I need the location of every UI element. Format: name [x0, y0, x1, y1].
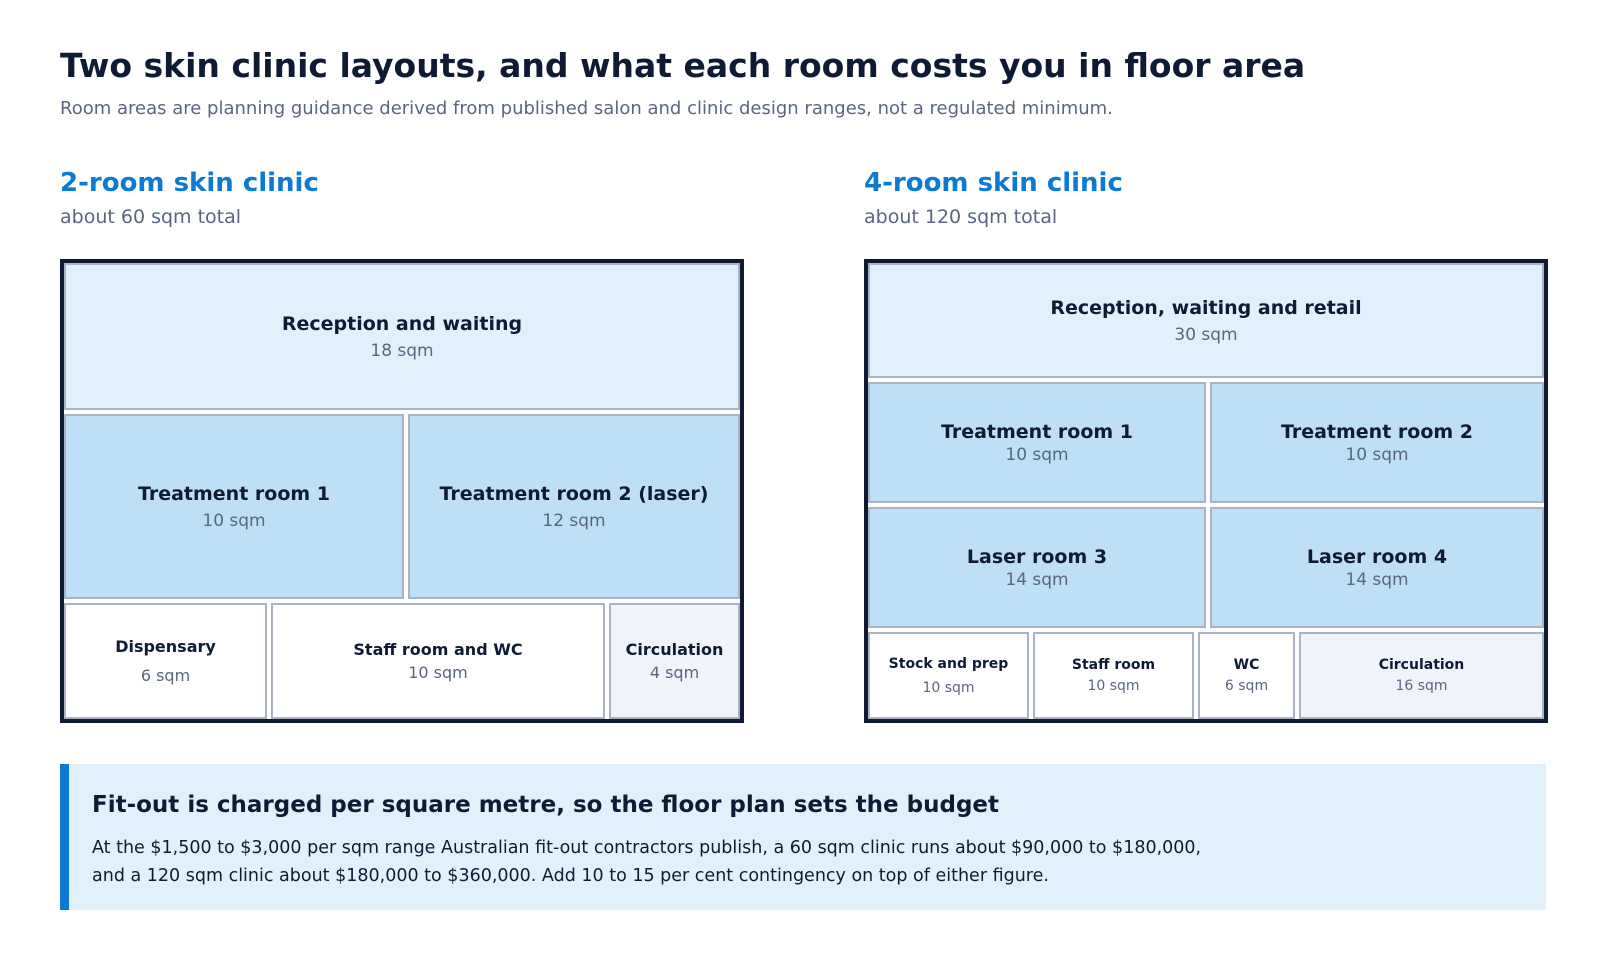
- room-laser-4: [1210, 507, 1544, 628]
- room-name: Staff room: [1071, 657, 1156, 673]
- room-area: 14 sqm: [1005, 569, 1069, 590]
- room-laser-3: [868, 507, 1206, 628]
- room-name: Treatment room 2: [1280, 420, 1474, 443]
- room-treatment-1: [868, 382, 1206, 503]
- room-name: Treatment room 1: [137, 482, 331, 505]
- room-area: 18 sqm: [370, 340, 434, 361]
- room-name: Staff room and WC: [353, 640, 523, 659]
- room-area: 30 sqm: [1174, 324, 1238, 345]
- room-staff-wc: [271, 603, 605, 719]
- room-name: Laser room 3: [966, 545, 1108, 568]
- room-area: 6 sqm: [1224, 678, 1269, 694]
- room-area: 6 sqm: [140, 666, 191, 685]
- room-area: 10 sqm: [408, 663, 468, 682]
- plan-two-total: about 60 sqm total: [60, 206, 242, 228]
- room-name: Treatment room 1: [940, 420, 1134, 443]
- room-staff: [1033, 632, 1194, 719]
- room-area: 10 sqm: [202, 510, 266, 531]
- room-area: 10 sqm: [1087, 678, 1140, 694]
- room-treatment-2-laser: [408, 414, 740, 599]
- plan-four-total: about 120 sqm total: [864, 206, 1058, 228]
- room-name: Stock and prep: [888, 655, 1009, 672]
- plan-two-floor: [60, 259, 744, 723]
- room-reception-retail: [868, 263, 1544, 378]
- room-name: Reception, waiting and retail: [1050, 296, 1362, 319]
- callout-title: Fit-out is charged per square metre, so the floor plan sets the budget: [92, 792, 999, 818]
- room-circulation: [1299, 632, 1544, 719]
- page-title: Two skin clinic layouts, and what each room costs you in floor area: [60, 46, 1306, 85]
- room-circulation: [609, 603, 740, 719]
- room-stock-prep: [868, 632, 1029, 719]
- callout-body: [92, 834, 1432, 890]
- room-area: 10 sqm: [922, 679, 975, 696]
- room-name: WC: [1233, 657, 1260, 673]
- room-name: Treatment room 2 (laser): [439, 482, 709, 505]
- room-area: 12 sqm: [542, 510, 606, 531]
- plan-two-title: 2-room skin clinic: [60, 168, 319, 198]
- room-treatment-2: [1210, 382, 1544, 503]
- callout-line-1: At the $1,500 to $3,000 per sqm range Australian fit-out contractors publish, a 60 sqm clinic runs about $90,000 to $180,000,: [92, 838, 1202, 858]
- room-name: Circulation: [625, 640, 724, 659]
- room-reception: [64, 263, 740, 410]
- room-area: 10 sqm: [1345, 444, 1409, 465]
- room-area: 10 sqm: [1005, 444, 1069, 465]
- page-subtitle: Room areas are planning guidance derived from published salon and clinic design ranges, not a regulated minimum.: [60, 98, 1113, 119]
- room-name: Circulation: [1378, 657, 1465, 673]
- room-area: 4 sqm: [649, 663, 700, 682]
- room-treatment-1: [64, 414, 404, 599]
- room-wc: [1198, 632, 1295, 719]
- plan-four-floor: [864, 259, 1548, 723]
- room-area: 14 sqm: [1345, 569, 1409, 590]
- callout-line-2: and a 120 sqm clinic about $180,000 to $360,000. Add 10 to 15 per cent contingency on top of either figure.: [92, 866, 1049, 886]
- budget-callout: [60, 764, 1546, 910]
- room-area: 16 sqm: [1395, 678, 1448, 694]
- room-name: Reception and waiting: [281, 312, 523, 335]
- plan-four-title: 4-room skin clinic: [864, 168, 1123, 198]
- room-dispensary: [64, 603, 267, 719]
- room-name: Laser room 4: [1306, 545, 1448, 568]
- room-name: Dispensary: [115, 637, 216, 656]
